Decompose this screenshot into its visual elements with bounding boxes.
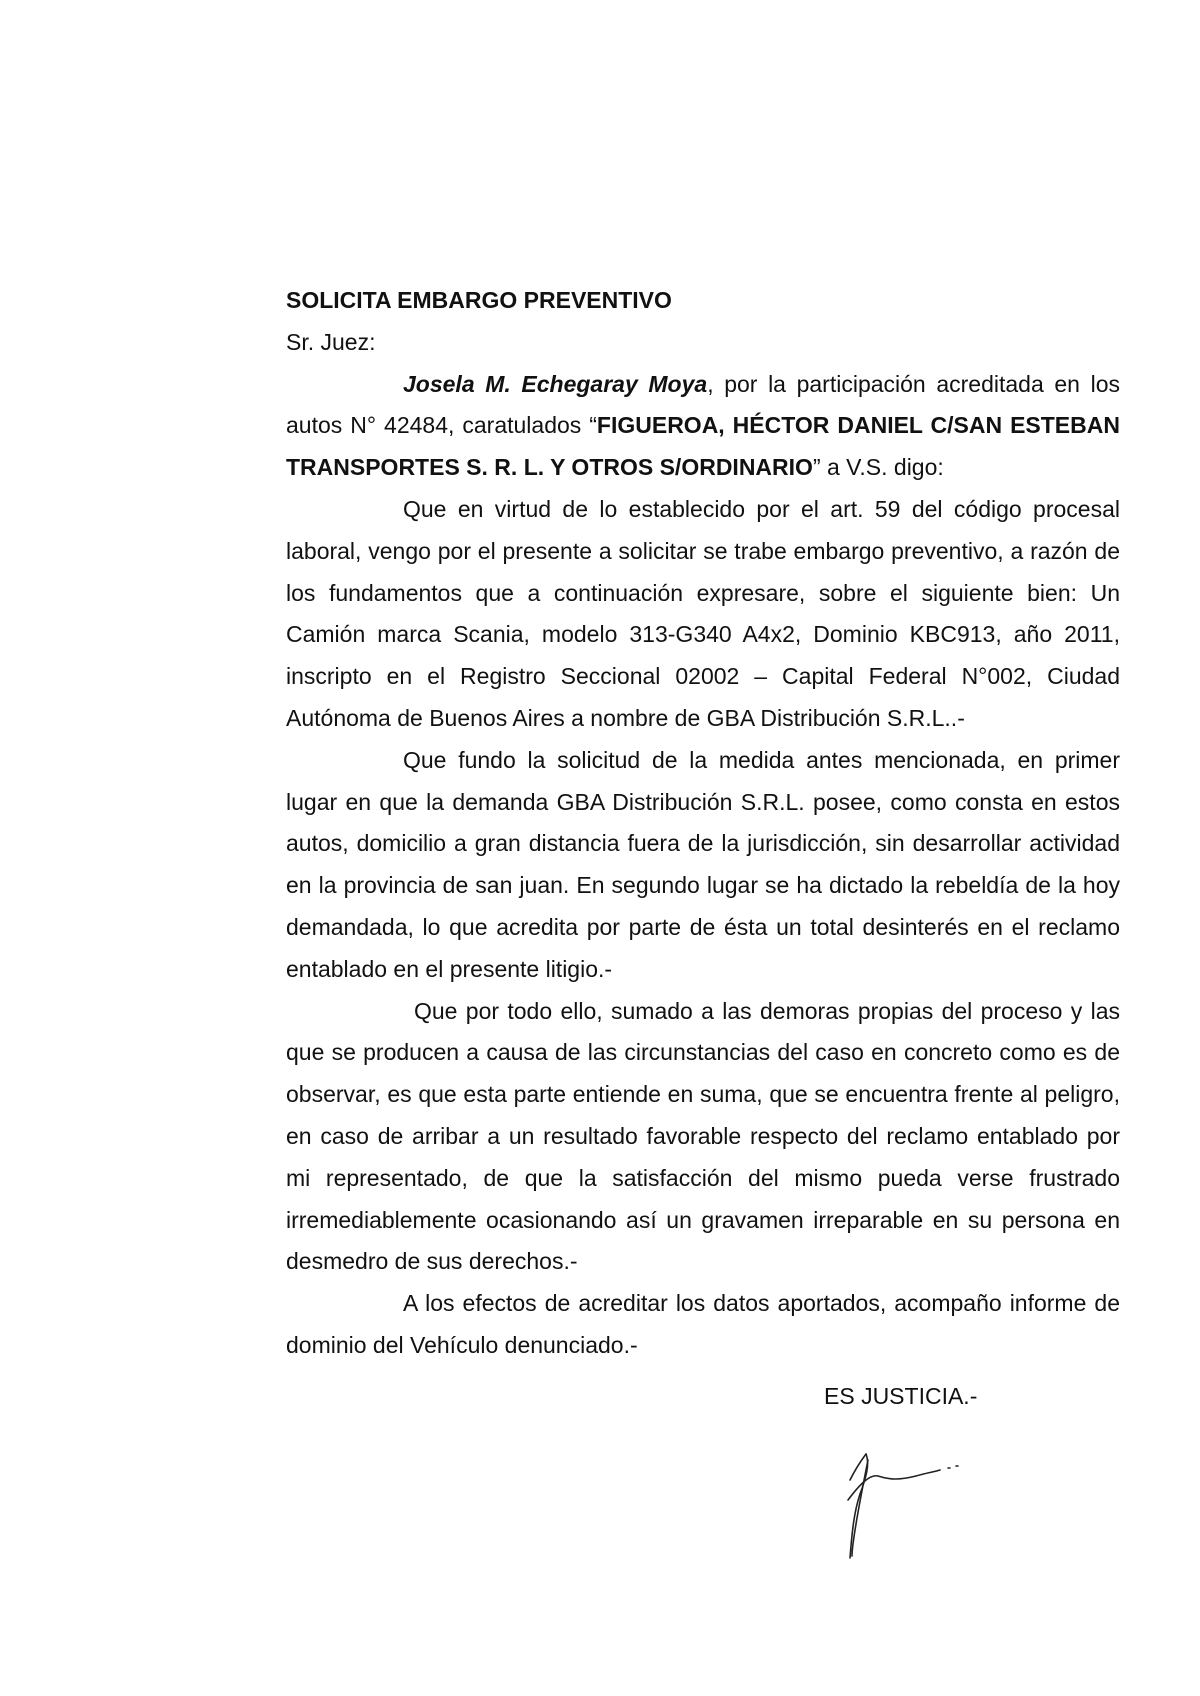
handwritten-signature <box>830 1440 990 1570</box>
intro-text-end: ” a V.S. digo: <box>812 454 944 481</box>
salutation: Sr. Juez: <box>286 328 376 355</box>
paragraph-embargo-request: Que en virtud de lo establecido por el art. 59 del código procesal laboral, vengo por el presente a solicitar se trabe embargo preventivo, a razón de los fundamentos que a continuación expresare, sobre el siguiente bien: Un Camión marca Scania, modelo 313-G340 A4x2, Dominio KBC913, año 2011, inscripto en el Registro Seccional 02002 – Capital Federal N°002, Ciudad Autónoma de Buenos Aires a nombre de GBA Distribución S.R.L..- <box>286 495 1120 731</box>
intro-text: , por la participación acreditada en los autos N° 42484, caratulados “ <box>286 370 1120 439</box>
paragraph-danger: Que por todo ello, sumado a las demoras propias del proceso y las que se producen a causa de las circunstancias del caso en concreto como es de observar, es que esta parte entiende en suma, que se encuentra frente al peligro, en caso de arribar a un resultado favorable respecto del reclamo entablado por mi representado, de que la satisfacción del mismo pueda verse frustrado irremediablemente ocasionando así un gravamen irreparable en su persona en desmedro de sus derechos.- <box>286 997 1120 1275</box>
document-body <box>286 280 1120 1367</box>
closing-phrase: ES JUSTICIA.- <box>824 1383 978 1409</box>
case-caption: FIGUEROA, HÉCTOR DANIEL C/SAN ESTEBAN TRANSPORTES S. R. L. Y OTROS S/ORDINARIO <box>286 412 1120 481</box>
paragraph-grounds: Que fundo la solicitud de la medida antes mencionada, en primer lugar en que la demanda GBA Distribución S.R.L. posee, como consta en estos autos, domicilio a gran distancia fuera de la jurisdicción, sin desarrollar actividad en la provincia de san juan. En segundo lugar se ha dictado la rebeldía de la hoy demandada, lo que acredita por parte de ésta un total desinterés en el reclamo entablado en el presente litigio.- <box>286 746 1120 982</box>
document-title: SOLICITA EMBARGO PREVENTIVO <box>286 287 672 313</box>
intro-paragraph <box>286 364 1120 489</box>
paragraph-attachment: A los efectos de acreditar los datos aportados, acompaño informe de dominio del Vehículo denunciado.- <box>286 1290 1120 1358</box>
author-name: Josela M. Echegaray Moya <box>403 370 708 397</box>
